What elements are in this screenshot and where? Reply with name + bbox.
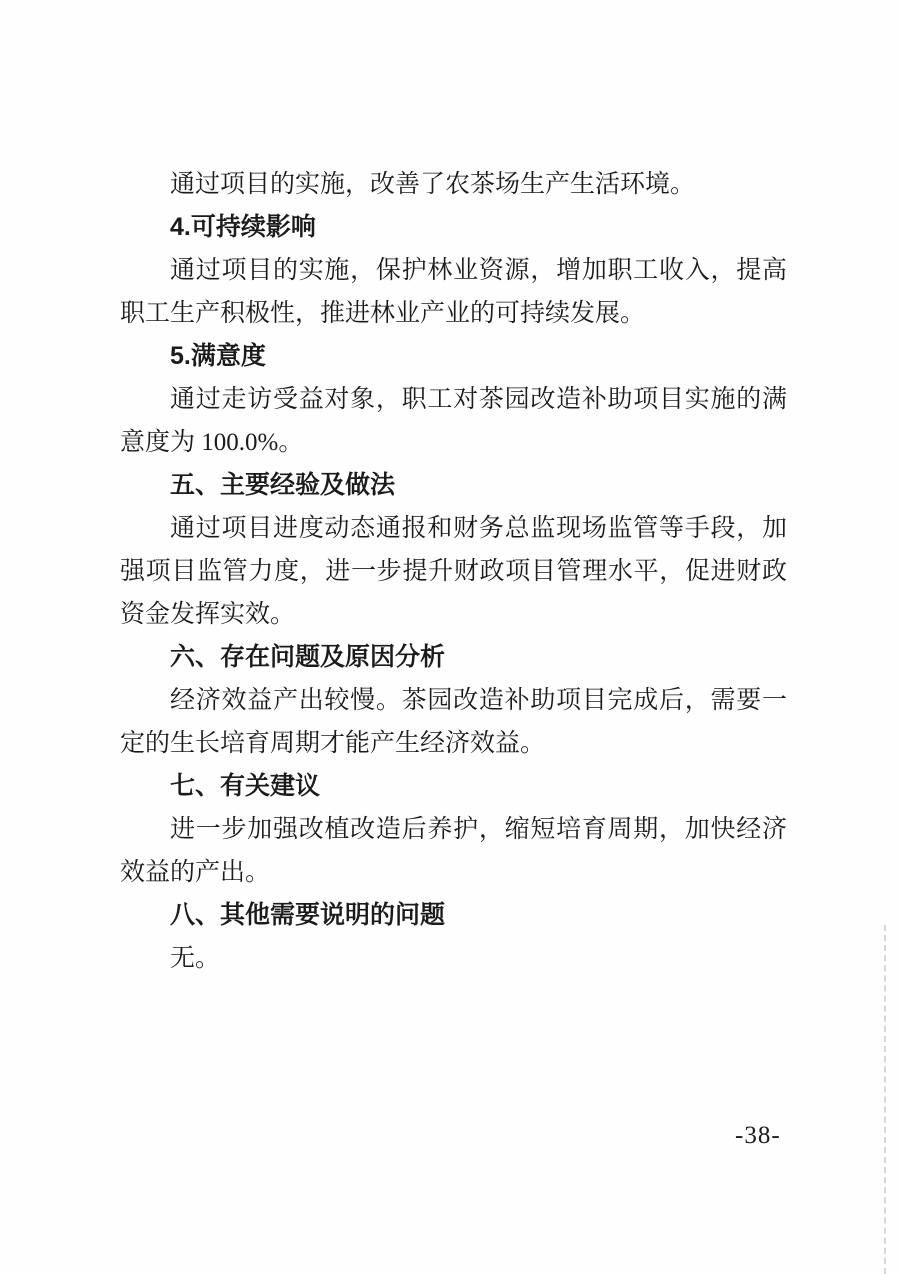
scan-artifact-dashed-line xyxy=(884,925,886,1274)
section-heading: 4.可持续影响 xyxy=(170,213,316,241)
section-heading: 七、有关建议 xyxy=(170,772,321,800)
paragraph: 通过项目的实施，改善了农茶场生产生活环境。 xyxy=(170,171,696,198)
paragraph: 进一步加强改植改造后养护，缩短培育周期，加快经济效益的产出。 xyxy=(120,816,787,886)
paragraph: 通过项目的实施，保护林业资源，增加职工收入，提高职工生产积极性，推进林业产业的可持续发展。 xyxy=(120,257,787,327)
section-heading: 八、其他需要说明的问题 xyxy=(170,901,446,929)
section-heading: 五、主要经验及做法 xyxy=(170,471,396,499)
section-heading: 六、存在问题及原因分析 xyxy=(170,643,446,671)
paragraph: 通过项目进度动态通报和财务总监现场监管等手段，加强项目监管力度，进一步提升财政项目管理水平，促进财政资金发挥实效。 xyxy=(120,515,787,628)
page-number: -38- xyxy=(735,1122,781,1149)
paragraph: 经济效益产出较慢。茶园改造补助项目完成后，需要一定的生长培育周期才能产生经济效益。 xyxy=(120,687,787,757)
paragraph: 无。 xyxy=(170,945,221,972)
paragraph: 通过走访受益对象，职工对茶园改造补助项目实施的满意度为 100.0%。 xyxy=(120,386,787,456)
section-heading: 5.满意度 xyxy=(170,342,266,370)
document-body xyxy=(120,163,787,980)
